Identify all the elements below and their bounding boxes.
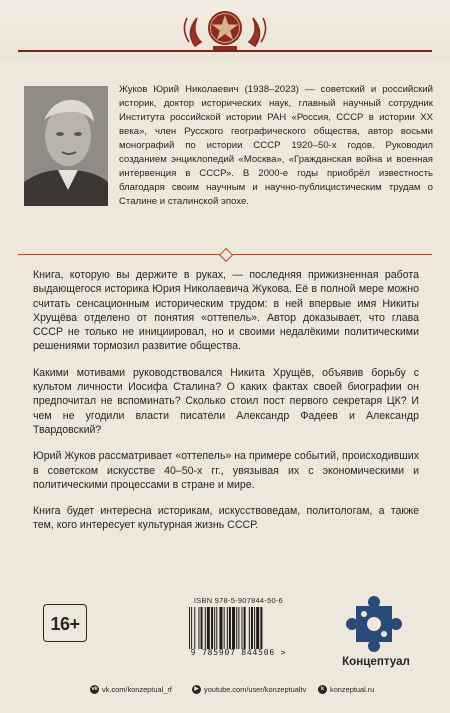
- isbn-text: ISBN 978-5-907844-50-6: [193, 596, 284, 605]
- barcode-bar: [219, 607, 222, 649]
- barcode-bar: [254, 607, 255, 649]
- barcode-bar: [201, 607, 203, 649]
- annotation-paragraph-1: Книга, которую вы держите в руках, — последняя прижизненная работа выдающегося историка Юрия Николаевича Жукова. Её в полной мере можно считать сенсационным историческим трудом: в ней впервые имя Никиты Хрущёва отделено от понятия «оттепель». Автор доказывает, что глава СССР не только не инициировал, но и своими недалёкими политическими решениями тормозил развитие общества.: [33, 269, 419, 353]
- footer-links: [0, 679, 450, 703]
- barcode-bar: [189, 607, 190, 649]
- barcode-bar: [260, 607, 262, 649]
- vk-link-text: vk.com/konzeptual_rf: [102, 685, 172, 694]
- barcode-bar: [236, 607, 237, 649]
- author-bio: Жуков Юрий Николаевич (1938–2023) — советский и российский историк, доктор исторических наук, главный научный сотрудник Института российской истории РАН «Россия, СССР в истории XX века», член Русского географического общества, автор восьми монографий по истории СССР 1920–50-х годов. Руководил созданием энциклопедий «Москва», «Гражданская война и военная интервенция в СССР». В 2000-е годы приобрёл известность благодаря своим научным и научно-публицистическим трудам о Сталине и сталинской эпохе.: [119, 84, 433, 207]
- barcode-bar: [207, 607, 210, 649]
- barcode-bar: [242, 607, 243, 649]
- barcode-bar: [238, 607, 239, 649]
- barcode-bar: [244, 607, 246, 649]
- annotation-paragraph-3: Юрий Жуков рассматривает «оттепель» на примере событий, происходивших в советском искусстве 40–50-х гг., увязывая их с экономическими и политическими процессами в стране и мире.: [33, 450, 419, 491]
- author-portrait: [24, 86, 108, 206]
- vk-link[interactable]: [90, 685, 172, 694]
- barcode-bar: [227, 607, 228, 649]
- puzzle-logo-icon: [342, 592, 406, 656]
- portrait-photo: [24, 86, 108, 206]
- barcode-bar: [211, 607, 213, 649]
- book-annotation: [33, 268, 419, 545]
- vk-icon: vk: [91, 686, 98, 692]
- ean-digits: 9 785907 844506 >: [190, 648, 287, 657]
- website-link-text: konzeptual.ru: [330, 685, 375, 694]
- annotation-paragraph-2: Какими мотивами руководствовался Никита Хрущёв, объявив борьбу с культом личности Иосифа Сталина? О каких фактах своей биографии он предпочитал не вспоминать? Сколько стоил пост первого секретаря ЦК? И чем не угодили власти писатели Александр Фадеев и Александр Твардовский?: [33, 366, 419, 436]
- barcode-bar: [251, 607, 253, 649]
- age-rating-badge: 16+: [43, 604, 87, 642]
- barcode-bar: [224, 607, 225, 649]
- isbn-barcode: [178, 596, 299, 664]
- barcode-bar: [249, 607, 250, 649]
- barcode-bar: [214, 607, 215, 649]
- barcode-bar: [205, 607, 206, 649]
- web-icon: k: [318, 685, 327, 694]
- barcode-bar: [198, 607, 199, 649]
- barcode-bar: [229, 607, 231, 649]
- barcode-bar: [216, 607, 217, 649]
- publisher-name: Концептуал: [342, 655, 410, 668]
- barcode-bar: [191, 607, 192, 649]
- separator-ornament: [219, 248, 233, 262]
- barcode-bars: [187, 607, 291, 649]
- youtube-link-text: youtube.com/user/konzeptualtv: [204, 685, 307, 694]
- barcode-bar: [232, 607, 235, 649]
- youtube-link[interactable]: [192, 685, 306, 694]
- youtube-icon: ▶: [192, 685, 201, 694]
- annotation-paragraph-4: Книга будет интересна историкам, искусствоведам, политологам, а также тем, кого интересует культурная жизнь СССР.: [33, 505, 419, 532]
- barcode-bar: [194, 607, 195, 649]
- website-link[interactable]: [318, 685, 374, 694]
- barcode-bar: [256, 607, 259, 649]
- star-emblem-icon: [175, 2, 275, 54]
